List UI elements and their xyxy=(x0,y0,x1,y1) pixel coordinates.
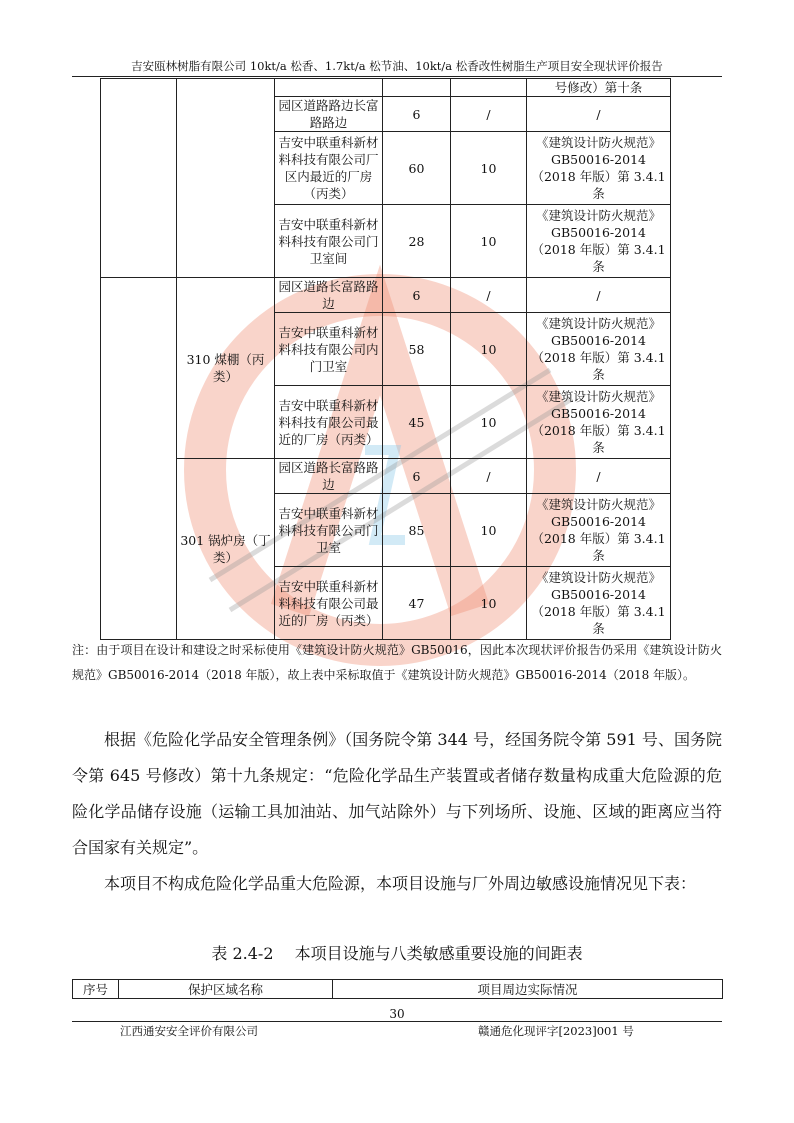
footer-report-number: 赣通危化现评字[2023]001 号 xyxy=(478,1024,634,1038)
basis-cell: / xyxy=(527,97,671,132)
header-actual-situation: 项目周边实际情况 xyxy=(333,980,723,999)
outer-category-cell xyxy=(101,278,177,640)
actual-distance-cell: 6 xyxy=(383,459,451,494)
required-distance-cell: / xyxy=(451,278,527,313)
target-cell: 园区道路长富路路边 xyxy=(275,459,383,494)
footer-company: 江西通安安全评价有限公司 xyxy=(120,1024,258,1038)
page-number: 30 xyxy=(389,1007,405,1021)
basis-cell: 《建筑设计防火规范》GB50016-2014（2018 年版）第 3.4.1 条 xyxy=(527,313,671,386)
header-rule xyxy=(72,76,722,77)
table-note: 注：由于项目在设计和建设之时采标使用《建筑设计防火规范》GB50016，因此本次现状评价报告仍采用《建筑设计防火规范》GB50016-2014（2018 年版），故上表中采标取值于《建筑设计防火规范》GB50016-2014（2018 年版）。 xyxy=(72,643,722,682)
facility-cell-2: 301 锅炉房（丁类） xyxy=(177,459,275,640)
actual-distance-cell: 85 xyxy=(383,494,451,567)
basis-cell: 《建筑设计防火规范》GB50016-2014（2018 年版）第 3.4.1 条 xyxy=(527,567,671,640)
outer-category-cell xyxy=(101,79,177,278)
actual-distance-cell: 6 xyxy=(383,97,451,132)
facility-cell-0 xyxy=(177,79,275,278)
target-cell: 吉安中联重科新材料科技有限公司内门卫室 xyxy=(275,313,383,386)
target-cell: 吉安中联重科新材料科技有限公司最近的厂房（丙类） xyxy=(275,567,383,640)
required-distance-cell: / xyxy=(451,459,527,494)
paragraph-regulation: 根据《危险化学品安全管理条例》（国务院令第 344 号，经国务院令第 591 号、国务院令第 645 号修改）第十九条规定：“危险化学品生产装置或者储存数量构成重大危险源的危险化学品储存设施（运输工具加油站、加气站除外）与下列场所、设施、区域的距离应当符合国家有关规定”。 xyxy=(72,730,722,857)
basis-tail-cell: 号修改）第十条 xyxy=(527,79,671,97)
target-cell: 吉安中联重科新材料科技有限公司最近的厂房（丙类） xyxy=(275,386,383,459)
basis-cell: / xyxy=(527,278,671,313)
distance-table xyxy=(100,78,671,640)
basis-cell: / xyxy=(527,459,671,494)
actual-distance-cell: 45 xyxy=(383,386,451,459)
sensitive-facilities-table xyxy=(72,979,723,999)
required-distance-cell: 10 xyxy=(451,567,527,640)
target-cell: 吉安中联重科新材料科技有限公司厂区内最近的厂房（丙类） xyxy=(275,132,383,205)
required-distance-cell: / xyxy=(451,97,527,132)
required-distance-cell: 10 xyxy=(451,205,527,278)
required-distance-cell: 10 xyxy=(451,132,527,205)
actual-distance-cell: 28 xyxy=(383,205,451,278)
required-distance-cell: 10 xyxy=(451,386,527,459)
actual-distance-cell: 6 xyxy=(383,278,451,313)
facility-cell-1: 310 煤棚（丙类） xyxy=(177,278,275,459)
footer-rule xyxy=(72,1021,722,1022)
required-distance-cell: 10 xyxy=(451,494,527,567)
table-caption: 表 2.4-2 本项目设施与八类敏感重要设施的间距表 xyxy=(211,944,583,963)
actual-distance-cell: 60 xyxy=(383,132,451,205)
basis-cell: 《建筑设计防火规范》GB50016-2014（2018 年版）第 3.4.1 条 xyxy=(527,386,671,459)
basis-cell: 《建筑设计防火规范》GB50016-2014（2018 年版）第 3.4.1 条 xyxy=(527,205,671,278)
header-serial: 序号 xyxy=(73,980,119,999)
header-protected-area: 保护区域名称 xyxy=(119,980,333,999)
basis-cell: 《建筑设计防火规范》GB50016-2014（2018 年版）第 3.4.1 条 xyxy=(527,494,671,567)
basis-cell: 《建筑设计防火规范》GB50016-2014（2018 年版）第 3.4.1 条 xyxy=(527,132,671,205)
actual-distance-cell: 47 xyxy=(383,567,451,640)
header-title: 吉安瓯林树脂有限公司 10kt/a 松香、1.7kt/a 松节油、10kt/a 松香改性树脂生产项目安全现状评价报告 xyxy=(131,59,663,73)
target-cell: 吉安中联重科新材料科技有限公司门卫室 xyxy=(275,494,383,567)
actual-distance-cell: 58 xyxy=(383,313,451,386)
target-cell: 园区道路长富路路边 xyxy=(275,278,383,313)
required-distance-cell: 10 xyxy=(451,313,527,386)
target-cell: 吉安中联重科新材料科技有限公司门卫室间 xyxy=(275,205,383,278)
paragraph-summary: 本项目不构成危险化学品重大危险源，本项目设施与厂外周边敏感设施情况见下表： xyxy=(104,874,697,893)
target-cell: 园区道路路边长富路路边 xyxy=(275,97,383,132)
page-header xyxy=(72,58,722,74)
